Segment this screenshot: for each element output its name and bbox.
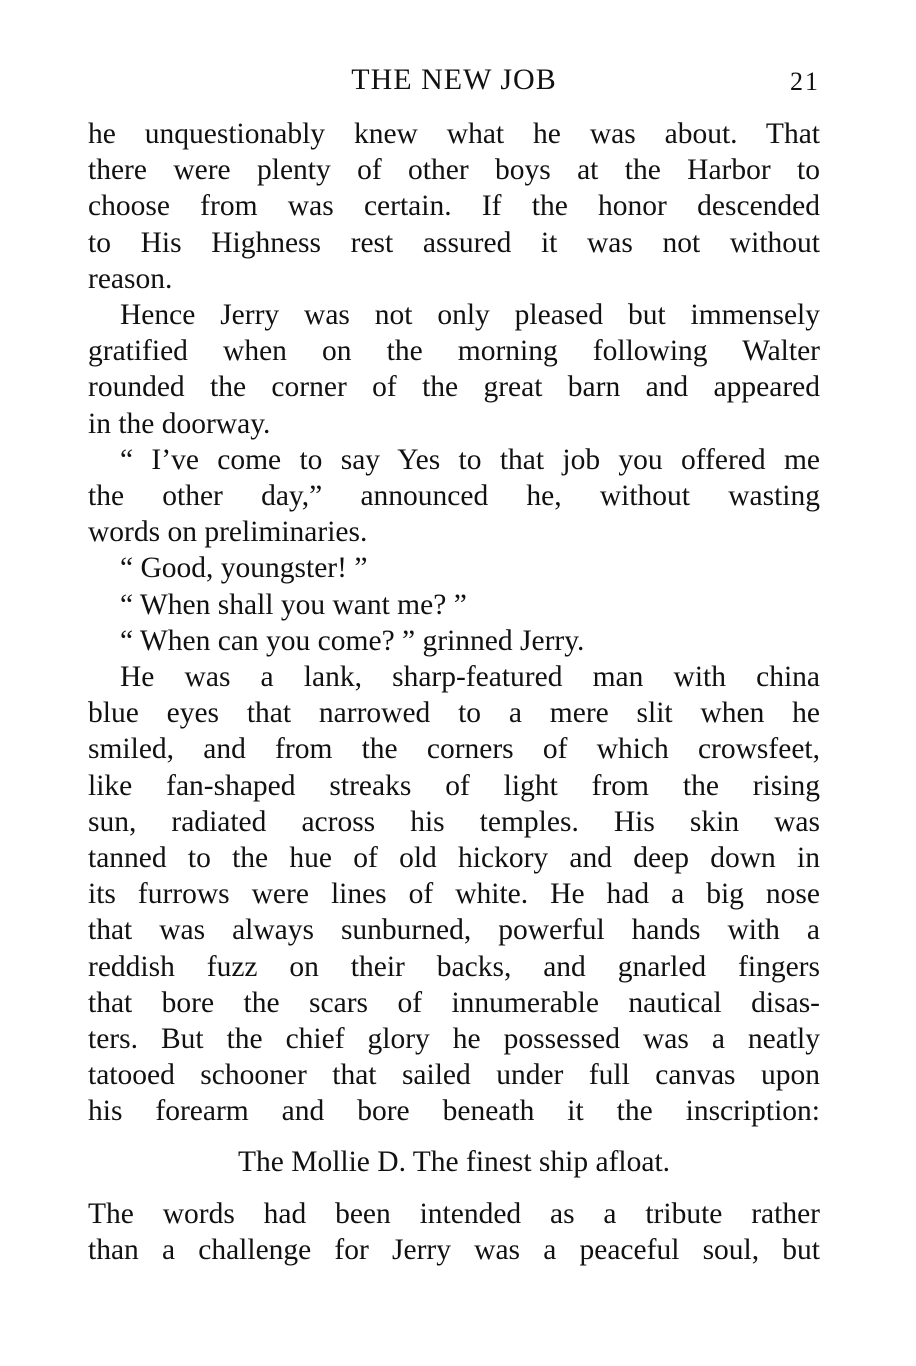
inscription: The Mollie D. The finest ship afloat. — [237, 1145, 671, 1178]
text-line: he unquestionably knew what he was about. That — [88, 118, 820, 150]
page-number: 21 — [790, 67, 820, 96]
text-line: smiled, and from the corners of which crowsfeet, — [88, 733, 820, 766]
text-line: the other day,” announced he, without wasting — [88, 480, 820, 513]
text-line: He was a lank, sharp-featured man with china — [120, 661, 820, 694]
text-line: that was always sunburned, powerful hands with a — [88, 914, 820, 947]
text-line: like fan-shaped streaks of light from the rising — [88, 769, 820, 802]
text-line: to His Highness rest assured it was not without — [88, 226, 820, 259]
dialogue-line: “ Good, youngster! ” — [120, 552, 368, 585]
text-line: “ I’ve come to say Yes to that job you offered me — [120, 443, 820, 476]
text-line: choose from was certain. If the honor descended — [88, 190, 820, 223]
text-line: sun, radiated across his temples. His skin was — [88, 805, 820, 838]
text-line: words on preliminaries. — [88, 516, 368, 549]
running-head — [88, 60, 820, 100]
text-line: his forearm and bore beneath it the inscription: — [88, 1095, 820, 1128]
text-line: Hence Jerry was not only pleased but immensely — [120, 299, 820, 332]
text-line: there were plenty of other boys at the Harbor to — [88, 154, 820, 187]
text-line: tanned to the hue of old hickory and deep down in — [88, 842, 820, 875]
text-line: in the doorway. — [88, 407, 271, 440]
text-line: ters. But the chief glory he possessed was a neatly — [88, 1023, 820, 1056]
chapter-title: THE NEW JOB — [351, 63, 557, 96]
text-line: gratified when on the morning following Walter — [88, 335, 820, 368]
dialogue-line: “ When can you come? ” grinned Jerry. — [120, 624, 585, 657]
text-line: reddish fuzz on their backs, and gnarled fingers — [88, 950, 820, 983]
text-line: tatooed schooner that sailed under full canvas upon — [88, 1059, 820, 1092]
text-line: rounded the corner of the great barn and appeared — [88, 371, 820, 404]
text-line: its furrows were lines of white. He had a big nose — [88, 878, 820, 911]
text-line: that bore the scars of innumerable nautical disas- — [88, 986, 820, 1019]
text-line: blue eyes that narrowed to a mere slit when he — [88, 697, 820, 730]
text-line: reason. — [88, 262, 173, 295]
dialogue-line: “ When shall you want me? ” — [120, 588, 467, 621]
text-line: than a challenge for Jerry was a peaceful soul, but — [88, 1234, 820, 1267]
body-text — [88, 116, 820, 1268]
text-line: The words had been intended as a tribute rather — [88, 1197, 820, 1230]
